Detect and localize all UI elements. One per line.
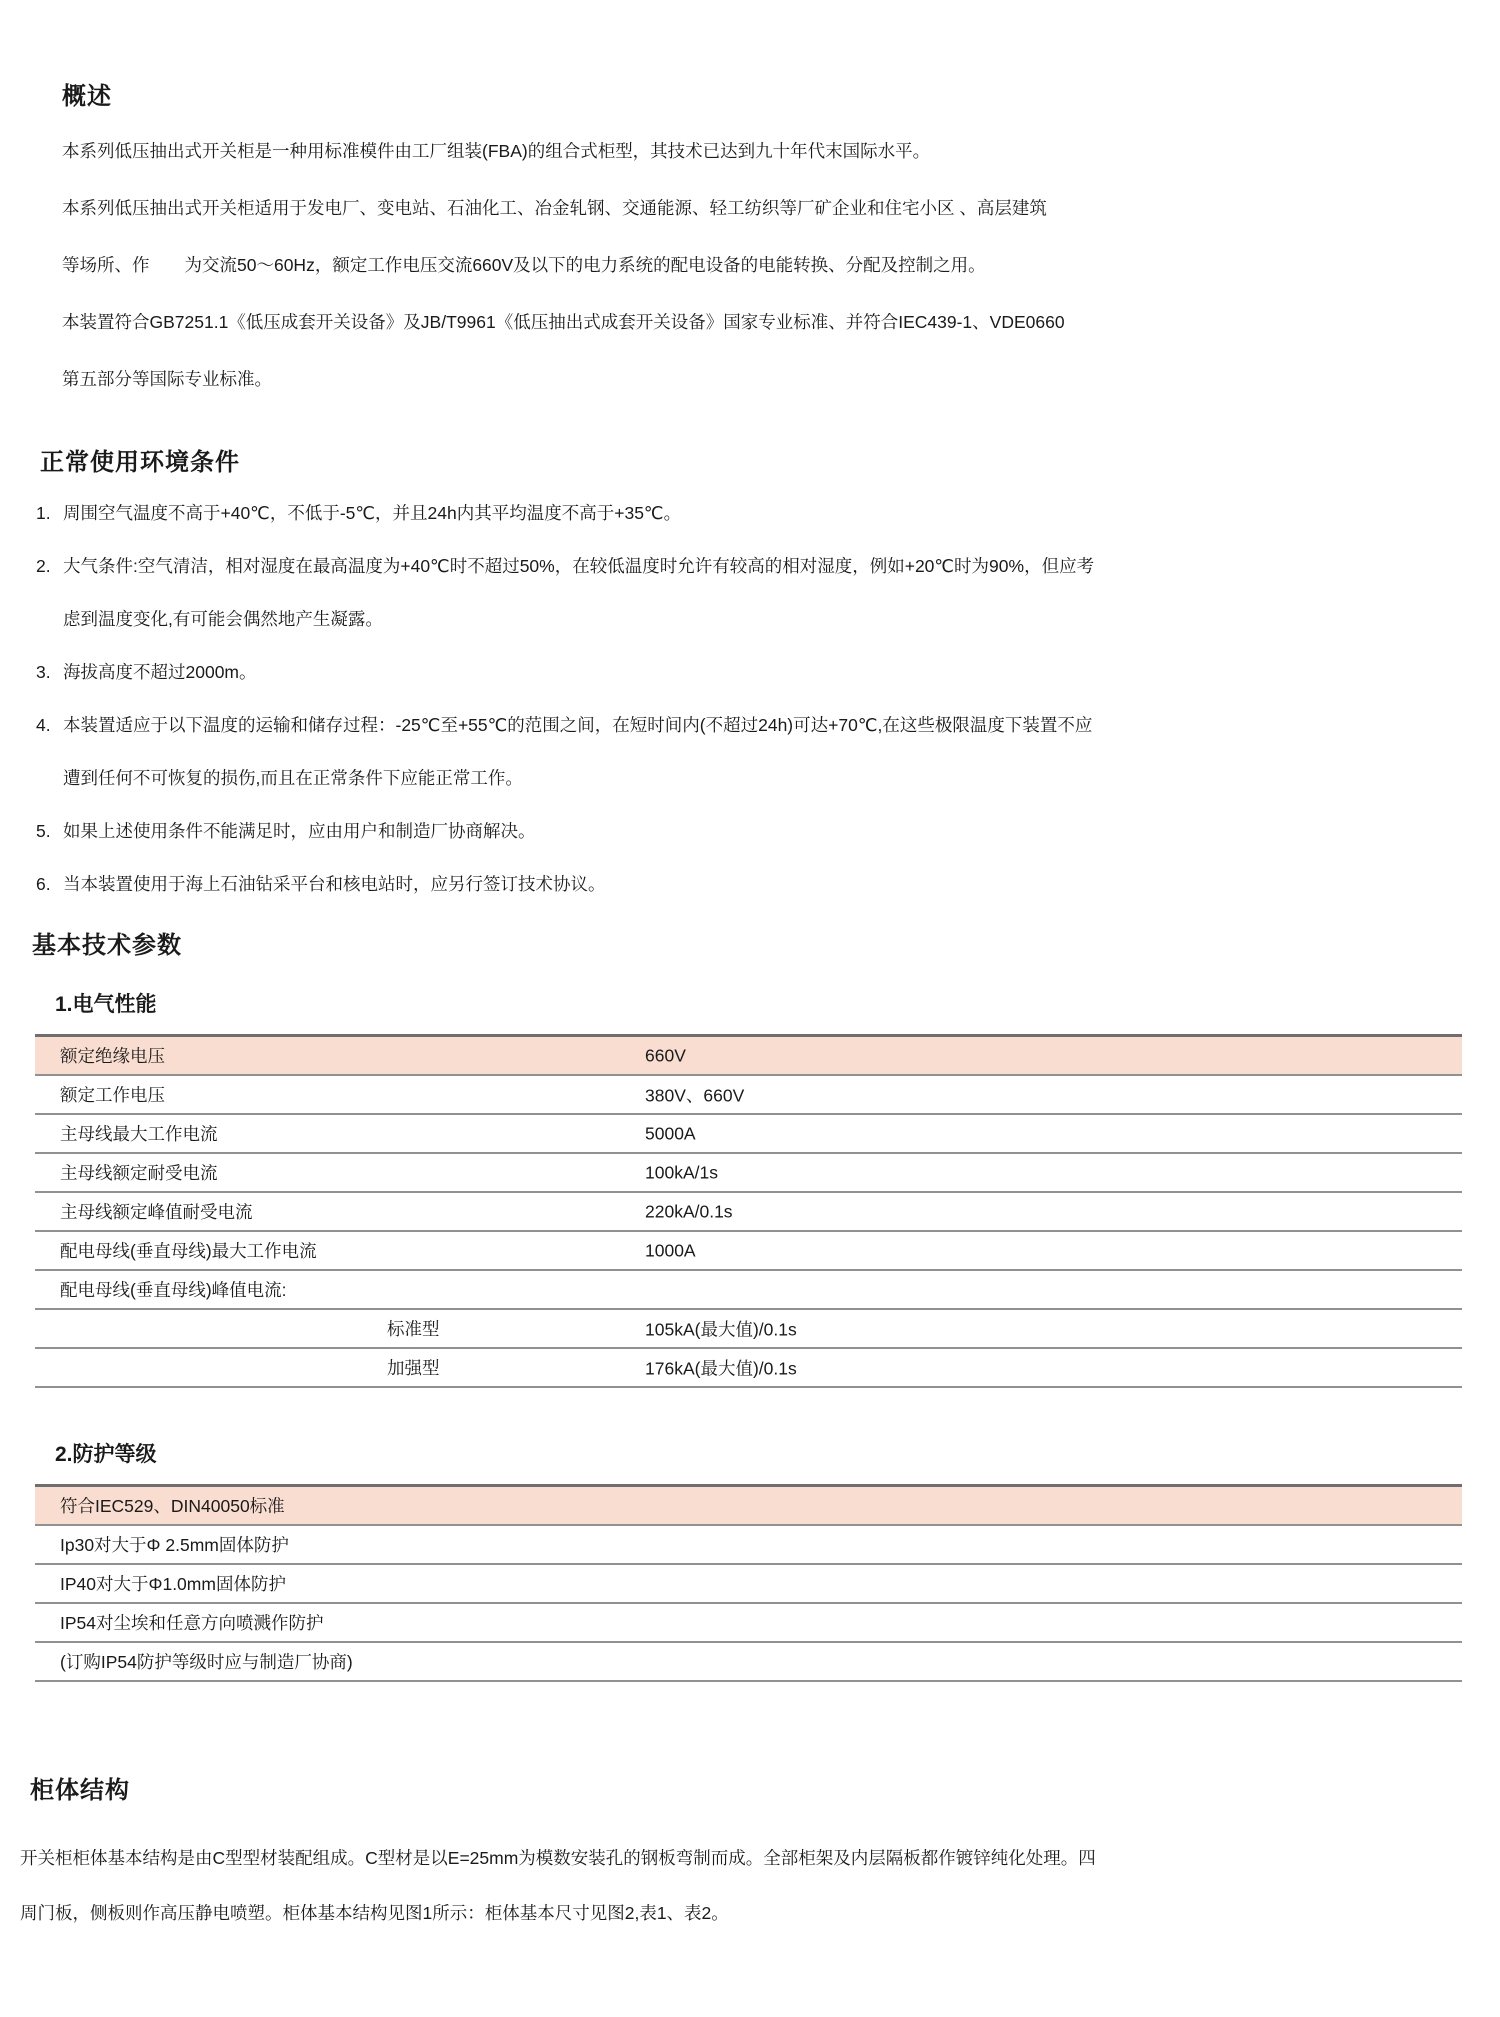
item-number: 4.: [36, 715, 51, 735]
item-text: 大气条件:空气清洁，相对湿度在最高温度为+40℃时不超过50%，在较低温度时允许有较高的相对湿度，例如+20℃时为90%，但应考: [63, 556, 1095, 576]
param-label: 符合IEC529、DIN40050标准: [60, 1496, 285, 1516]
table-row: [35, 1232, 1462, 1271]
param-label: IP40对大于Φ1.0mm固体防护: [60, 1574, 286, 1594]
param-label: 主母线额定峰值耐受电流: [60, 1202, 253, 1222]
structure-paragraphs: [20, 1831, 1500, 1941]
table-row: [35, 1487, 1462, 1526]
item-number: 6.: [36, 874, 51, 894]
param-value: 5000A: [645, 1123, 696, 1143]
table-row: [35, 1349, 1462, 1388]
param-label: 配电母线(垂直母线)峰值电流:: [60, 1280, 287, 1300]
item-number: 5.: [36, 821, 51, 841]
item-text: 如果上述使用条件不能满足时，应由用户和制造厂协商解决。: [63, 821, 536, 841]
table-row: [35, 1115, 1462, 1154]
list-item: [0, 858, 1500, 911]
table-row: [35, 1037, 1462, 1076]
electrical-table: [35, 1034, 1462, 1388]
param-value: 380V、660V: [645, 1085, 745, 1105]
param-value: 176kA(最大值)/0.1s: [645, 1358, 797, 1378]
param-label: 额定工作电压: [60, 1085, 165, 1105]
overview-line: 等场所、作 为交流50～60Hz，额定工作电压交流660V及以下的电力系统的配电设备的电能转换、分配及控制之用。: [62, 255, 986, 275]
parameters-heading: 基本技术参数: [32, 932, 182, 959]
item-number: 2.: [36, 556, 51, 576]
table-row: [35, 1565, 1462, 1604]
protection-subheading: 2.防护等级: [55, 1443, 157, 1466]
conditions-list: [0, 487, 1500, 911]
table-row: [35, 1643, 1462, 1682]
param-value: 105kA(最大值)/0.1s: [645, 1319, 797, 1339]
protection-table: [35, 1484, 1462, 1682]
item-text-continued: 虑到温度变化,有可能会偶然地产生凝露。: [63, 609, 383, 629]
item-text-continued: 遭到任何不可恢复的损伤,而且在正常条件下应能正常工作。: [63, 768, 523, 788]
param-label: Ip30对大于Φ 2.5mm固体防护: [60, 1535, 289, 1555]
param-label: 主母线最大工作电流: [60, 1124, 218, 1144]
list-item: [0, 699, 1500, 752]
param-value: 100kA/1s: [645, 1162, 718, 1182]
item-number: 1.: [36, 503, 51, 523]
list-item: [0, 646, 1500, 699]
param-value: 220kA/0.1s: [645, 1201, 733, 1221]
item-text: 海拔高度不超过2000m。: [63, 662, 257, 682]
list-item: [0, 487, 1500, 540]
item-number: 3.: [36, 662, 51, 682]
table-row: [35, 1193, 1462, 1232]
item-text: 当本装置使用于海上石油钻采平台和核电站时，应另行签订技术协议。: [63, 874, 606, 894]
structure-line: 开关柜柜体基本结构是由C型型材装配组成。C型材是以E=25mm为模数安装孔的钢板弯制而成。全部柜架及内层隔板都作镀锌纯化处理。四: [20, 1848, 1096, 1868]
overview-line: 本系列低压抽出式开关柜是一种用标准模件由工厂组装(FBA)的组合式柜型，其技术已达到九十年代末国际水平。: [62, 141, 931, 161]
overview-line: 本系列低压抽出式开关柜适用于发电厂、变电站、石油化工、冶金轧钢、交通能源、轻工纺织等厂矿企业和住宅小区 、高层建筑: [62, 198, 1047, 218]
overview-line: 本装置符合GB7251.1《低压成套开关设备》及JB/T9961《低压抽出式成套开关设备》国家专业标准、并符合IEC439-1、VDE0660: [62, 312, 1065, 332]
table-row: [35, 1310, 1462, 1349]
table-row: [35, 1604, 1462, 1643]
item-text: 周围空气温度不高于+40℃，不低于-5℃，并且24h内其平均温度不高于+35℃。: [63, 503, 682, 523]
table-row: [35, 1076, 1462, 1115]
overview-heading: 概述: [62, 83, 112, 110]
param-value: 1000A: [645, 1240, 696, 1260]
table-row: [35, 1526, 1462, 1565]
conditions-heading: 正常使用环境条件: [40, 449, 240, 476]
list-item: [0, 805, 1500, 858]
param-value: 660V: [645, 1045, 686, 1065]
param-label: 主母线额定耐受电流: [60, 1163, 218, 1183]
param-label: 加强型: [387, 1358, 440, 1378]
structure-line: 周门板，侧板则作高压静电喷塑。柜体基本结构见图1所示：柜体基本尺寸见图2,表1、表2。: [20, 1903, 729, 1923]
structure-heading: 柜体结构: [30, 1777, 130, 1804]
overview-paragraphs: [62, 123, 1500, 408]
list-item: [0, 540, 1500, 593]
item-text: 本装置适应于以下温度的运输和储存过程：-25℃至+55℃的范围之间，在短时间内(不超过24h)可达+70℃,在这些极限温度下装置不应: [63, 715, 1093, 735]
param-label: 额定绝缘电压: [60, 1046, 165, 1066]
param-label: IP54对尘埃和任意方向喷溅作防护: [60, 1613, 324, 1633]
electrical-subheading: 1.电气性能: [55, 993, 157, 1016]
table-row: [35, 1154, 1462, 1193]
overview-line: 第五部分等国际专业标准。: [62, 369, 272, 389]
param-label: 标准型: [387, 1319, 440, 1339]
table-row: [35, 1271, 1462, 1310]
param-label: (订购IP54防护等级时应与制造厂协商): [60, 1652, 353, 1672]
param-label: 配电母线(垂直母线)最大工作电流: [60, 1241, 317, 1261]
